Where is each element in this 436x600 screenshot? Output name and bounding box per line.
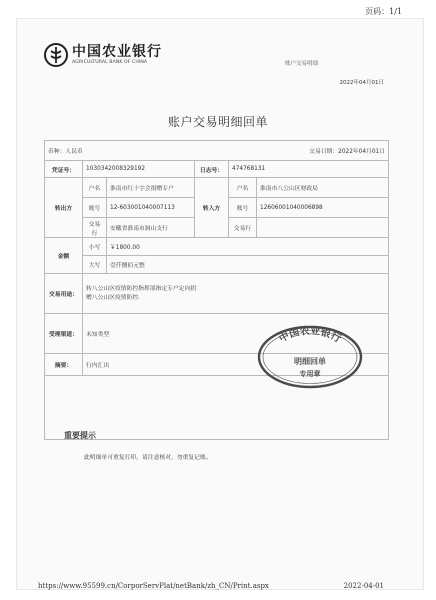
bank-emblem-icon [44, 43, 68, 67]
stamp-top-text: 中国农业银行 [277, 325, 343, 346]
top-right-label: 账户交易明细 [285, 61, 319, 67]
journal-number: 474768131 [229, 161, 389, 178]
payer-bank-label: 交易行 [83, 218, 107, 238]
footer-url: https://www.95599.cn/CorporServPlat/netBank/zh_CN/Print.aspx [38, 582, 269, 590]
payer-name-label: 户名 [83, 178, 107, 198]
payer-name: 淮南市红十字会捐赠专户 [107, 178, 195, 198]
bank-name-en: AGRICULTURAL BANK OF CHINA [72, 60, 148, 65]
page-number: 页码：1/1 [365, 7, 402, 16]
notes-title: 重要提示 [64, 431, 96, 440]
voucher-number: 1030342008329192 [83, 161, 195, 178]
payer-account-label: 账号 [83, 198, 107, 218]
notes-text: 此明细单可重复打印，请注意核对，勿重复记账。 [84, 455, 212, 461]
channel-label: 受理渠道： [45, 314, 83, 354]
footer-date: 2022-04-01 [343, 582, 384, 590]
top-right-date: 2022年04月01日 [339, 80, 384, 86]
payee-account: 12606001040006898 [257, 198, 389, 218]
payer-section-label: 转出方 [45, 178, 83, 238]
payer-account: 12-603001040007113 [107, 198, 195, 218]
bank-logo [44, 41, 162, 71]
bank-name-cn: 中国农业银行 [72, 44, 162, 60]
summary-value: 行内汇出 [83, 354, 389, 376]
payee-bank-label: 交易行 [229, 218, 257, 238]
payee-name-label: 户名 [229, 178, 257, 198]
purpose-value: 转八公山区疫情防控指挥部指定专户定向捐赠八公山区疫情防控. [83, 274, 389, 314]
purpose-label: 交易用途： [45, 274, 83, 314]
header-row [45, 141, 389, 161]
amount-small-label: 小写 [83, 238, 107, 256]
official-stamp [256, 324, 364, 390]
voucher-label: 凭证号： [45, 161, 83, 178]
payee-name: 淮南市八公山区财政局 [257, 178, 389, 198]
payer-bank: 安徽省淮南市洞山支行 [107, 218, 195, 238]
summary-label: 摘要： [45, 354, 83, 376]
transaction-table [44, 140, 389, 440]
payee-section-label: 转入方 [195, 178, 229, 238]
document-title: 账户交易明细回单 [167, 115, 268, 129]
trade-date: 交易日期：2022年04月01日 [309, 149, 386, 155]
amount-big-label: 大写 [83, 256, 107, 274]
payee-account-label: 账号 [229, 198, 257, 218]
stamp-line1: 明细回单 [294, 357, 326, 366]
payee-bank [257, 218, 389, 238]
amount-big-value: 壹仟捌佰元整 [107, 256, 389, 274]
channel-value: 未知类型 [83, 314, 389, 354]
amount-small-value: ￥1800.00 [107, 238, 389, 256]
currency: 币种：人民币 [48, 149, 83, 155]
amount-label: 金额 [45, 238, 83, 274]
journal-label: 日志号： [195, 161, 229, 178]
stamp-line2: 专用章 [299, 370, 321, 378]
